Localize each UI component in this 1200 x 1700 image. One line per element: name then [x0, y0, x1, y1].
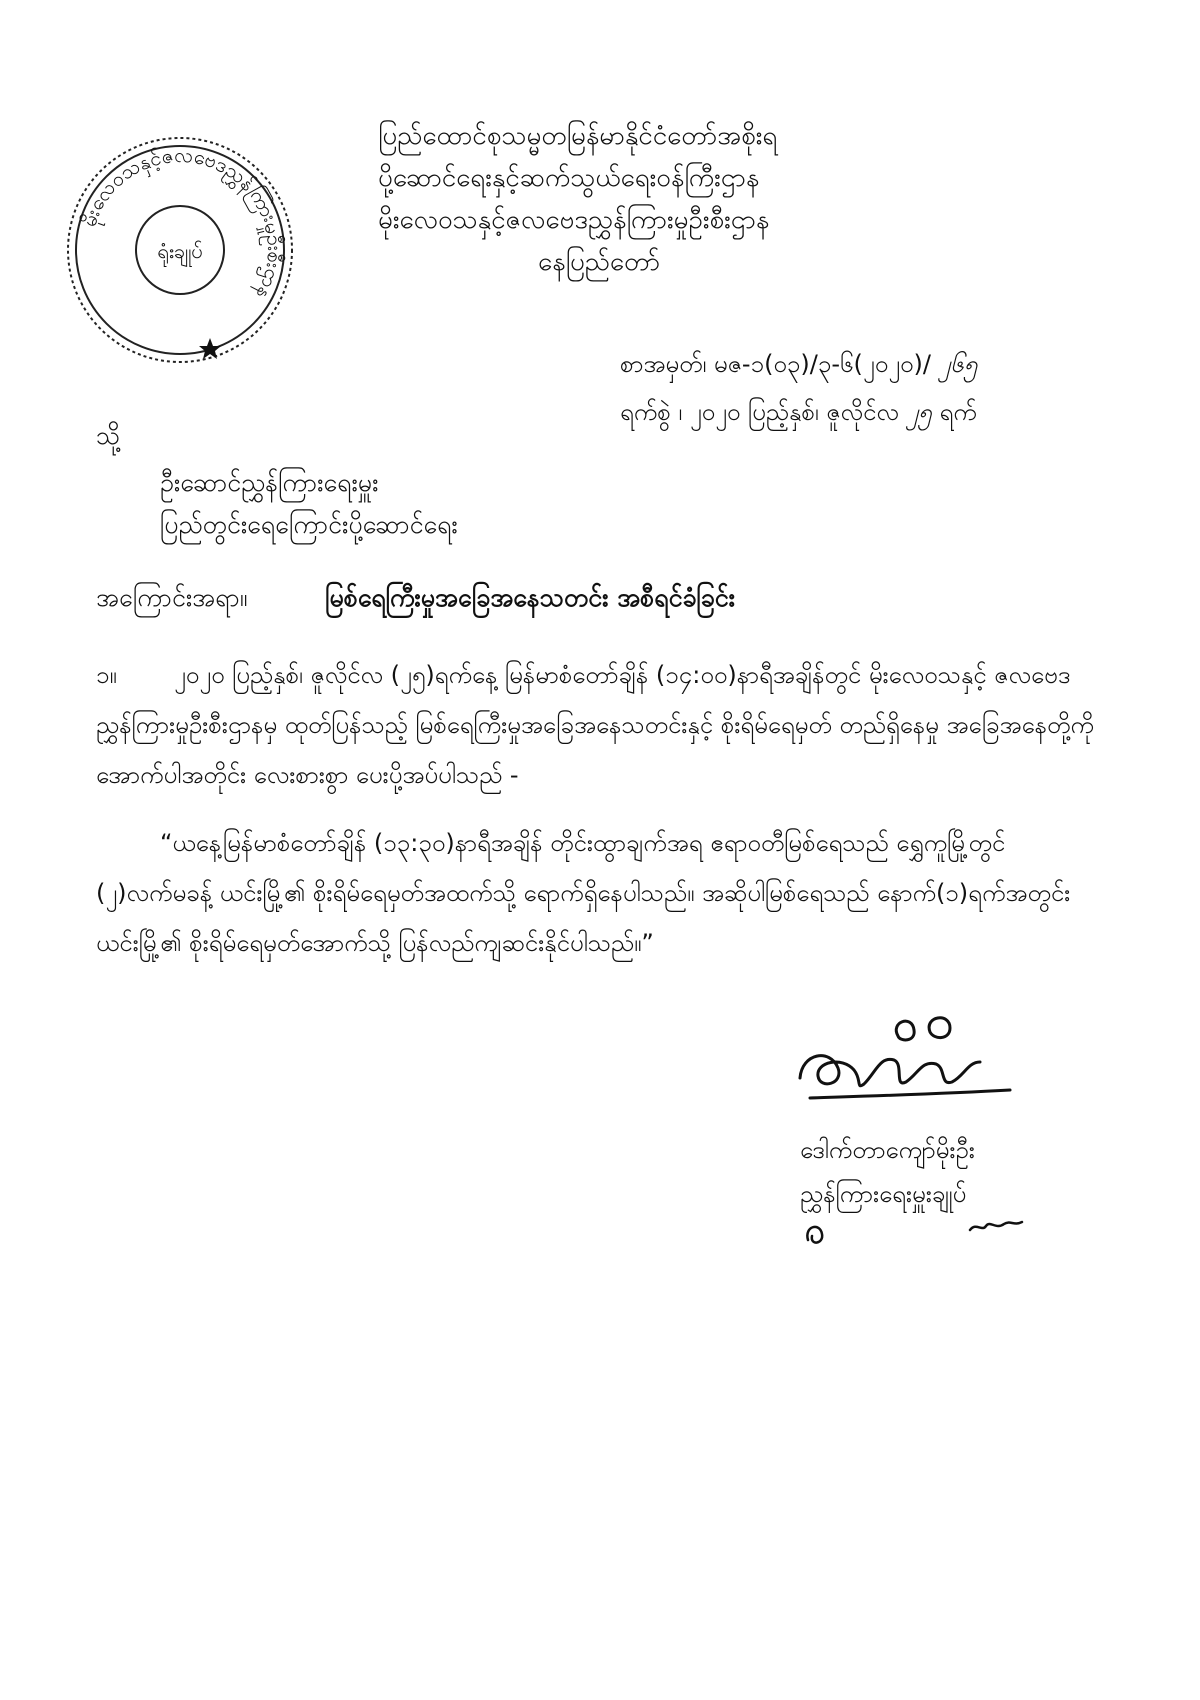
subject-label: အကြောင်းအရာ။ [96, 583, 248, 612]
letter-number-handwritten: ၂၆၅ [938, 350, 978, 378]
recipient-title: ဦးဆောင်ညွှန်ကြားရေးမှူး [160, 468, 379, 497]
recipient-block [160, 462, 458, 546]
signer-block [800, 1128, 975, 1216]
letter-number-value: မဇ-၁(၀၃)/၃-၆(၂၀၂၀)/ [713, 350, 931, 378]
office-seal [60, 130, 300, 370]
subject-line [96, 582, 735, 619]
paragraph-text: ၂၀၂၀ ပြည့်နှစ်၊ ဇူလိုင်လ (၂၅)ရက်နေ့ မြန်မာစံတော်ချိန် (၁၄:၀၀)နာရီအချိန်တွင် မိုးလေဝသနှင့် ဇလဗေဒညွှန်ကြားမှုဦးစီးဌာနမှ ထုတ်ပြန်သည့် မြစ်ရေကြီးမှုအခြေအနေသတင်းနှင့် စိုးရိမ်ရေမှတ် တည်ရှိနေမှု အခြေအနေတို့ကို အောက်ပါအတိုင်း လေးစားစွာ ပေးပို့အပ်ပါသည် - [96, 661, 1094, 789]
letter-date-day-handwritten: ၂၅ [906, 398, 932, 426]
subject-title: မြစ်ရေကြီးမှုအခြေအနေသတင်း အစီရင်ခံခြင်း [325, 583, 735, 612]
recipient-organization: ပြည်တွင်းရေကြောင်းပို့ဆောင်ရေး [160, 510, 458, 539]
seal-center-text: ရုံးချုပ် [157, 239, 203, 263]
letterhead-ministry: ပို့ဆောင်ရေးနှင့်ဆက်သွယ်ရေးဝန်ကြီးဌာန [378, 163, 760, 193]
handwritten-initials [800, 1210, 1040, 1250]
reference-block [620, 340, 977, 436]
seal-star-icon [199, 338, 221, 359]
letter-number-label: စာအမှတ်၊ [620, 350, 707, 378]
to-label: သို့ [96, 421, 121, 450]
seal-ring-text: မိုးလေဝသနှင့်ဇလဗေဒညွှန်ကြားမှုဦးစီးဌာန [76, 142, 288, 304]
letter-date-label: ရက်စွဲ [620, 398, 671, 426]
signer-name: ဒေါက်တာကျော်မိုးဦး [800, 1136, 975, 1164]
signature-graphic [790, 998, 1030, 1118]
quoted-bulletin: “ယနေ့မြန်မာစံတော်ချိန် (၁၃:၃၀)နာရီအချိန် တိုင်းထွာချက်အရ ဧရာဝတီမြစ်ရေသည် ရွှေကူမြို့တွင် (၂)လက်မခန့် ယင်းမြို့၏ စိုးရိမ်ရေမှတ်အထက်သို့ ရောက်ရှိနေပါသည်။ အဆိုပါမြစ်ရေသည် နောက်(၁)ရက်အတွင်း ယင်းမြို့၏ စိုးရိမ်ရေမှတ်အောက်သို့ ပြန်လည်ကျဆင်းနိုင်ပါသည်။” [96, 829, 1071, 957]
seal-graphic [60, 130, 300, 370]
initials-graphic [800, 1210, 1040, 1250]
letter-date [620, 388, 977, 436]
signer-title: ညွှန်ကြားရေးမှူးချုပ် [800, 1180, 967, 1208]
letter-number [620, 340, 977, 388]
letterhead [378, 115, 1078, 283]
letter-date-prefix: ၊ ၂၀၂၀ ပြည့်နှစ်၊ ဇူလိုင်လ [678, 398, 899, 426]
paragraph-number: ၁။ [96, 661, 117, 689]
letterhead-department: မိုးလေဝသနှင့်ဇလဗေဒညွှန်ကြားမှုဦးစီးဌာန [378, 205, 770, 235]
letterhead-government: ပြည်ထောင်စုသမ္မတမြန်မာနိုင်ငံတော်အစိုးရ [378, 121, 778, 151]
letterhead-city: နေပြည်တော် [538, 247, 661, 277]
paragraph-1 [96, 650, 1096, 800]
letter-date-suffix: ရက် [939, 398, 977, 426]
signature [790, 998, 1030, 1118]
